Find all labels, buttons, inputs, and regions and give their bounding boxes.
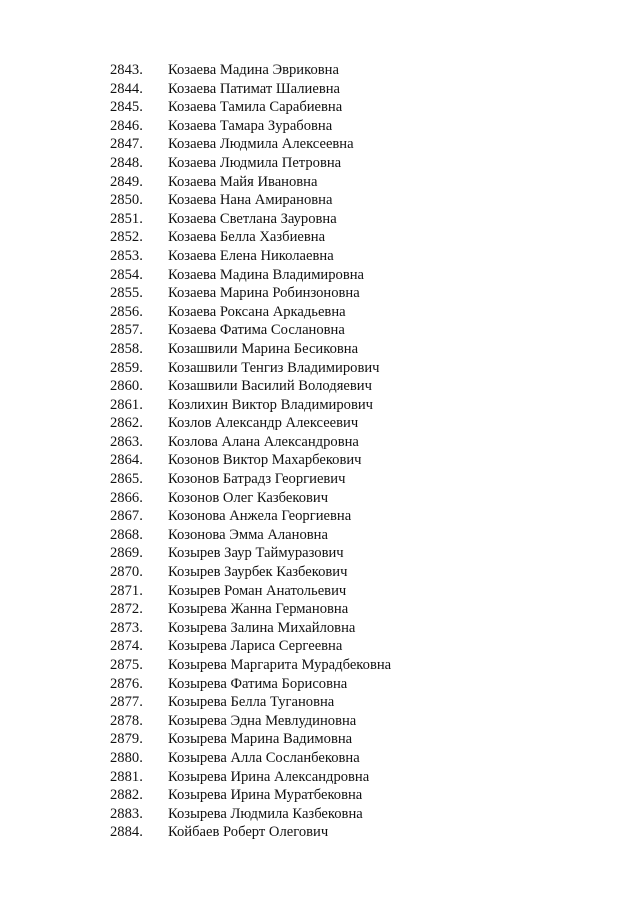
entry-number: 2850.: [110, 192, 143, 209]
entry-name: Козашвили Тенгиз Владимирович: [168, 359, 380, 376]
name-list: [110, 61, 391, 842]
list-item: [110, 210, 391, 229]
list-item: [110, 712, 391, 731]
entry-number: 2884.: [110, 824, 143, 841]
entry-name: Козонов Батрадз Георгиевич: [168, 471, 346, 488]
entry-name: Козлова Алана Александровна: [168, 433, 359, 450]
entry-number: 2849.: [110, 173, 143, 190]
list-item: [110, 451, 391, 470]
entry-number: 2866.: [110, 489, 143, 506]
entry-name: Козырев Заур Таймуразович: [168, 545, 344, 562]
entry-number: 2851.: [110, 210, 143, 227]
list-item: [110, 228, 391, 247]
entry-number: 2874.: [110, 638, 143, 655]
entry-name: Козаева Марина Робинзоновна: [168, 285, 360, 302]
entry-number: 2845.: [110, 99, 143, 116]
entry-number: 2876.: [110, 675, 143, 692]
entry-number: 2860.: [110, 378, 143, 395]
list-item: [110, 377, 391, 396]
entry-number: 2877.: [110, 694, 143, 711]
list-item: [110, 805, 391, 824]
list-item: [110, 414, 391, 433]
entry-number: 2861.: [110, 396, 143, 413]
entry-name: Козырева Алла Сосланбековна: [168, 749, 360, 766]
list-item: [110, 656, 391, 675]
entry-name: Козаева Светлана Зауровна: [168, 210, 337, 227]
list-item: [110, 582, 391, 601]
list-item: [110, 98, 391, 117]
entry-number: 2857.: [110, 322, 143, 339]
entry-name: Козаева Майя Ивановна: [168, 173, 318, 190]
entry-number: 2867.: [110, 508, 143, 525]
entry-name: Козырева Жанна Германовна: [168, 601, 349, 618]
entry-name: Козаева Людмила Петровна: [168, 154, 342, 171]
list-item: [110, 768, 391, 787]
entry-number: 2878.: [110, 712, 143, 729]
list-item: [110, 507, 391, 526]
entry-name: Козаева Роксана Аркадьевна: [168, 303, 346, 320]
entry-number: 2863.: [110, 433, 143, 450]
entry-number: 2859.: [110, 359, 143, 376]
list-item: [110, 359, 391, 378]
list-item: [110, 730, 391, 749]
entry-name: Козырев Заурбек Казбекович: [168, 564, 348, 581]
entry-number: 2847.: [110, 136, 143, 153]
entry-number: 2870.: [110, 564, 143, 581]
entry-number: 2869.: [110, 545, 143, 562]
list-item: [110, 544, 391, 563]
list-item: [110, 154, 391, 173]
list-item: [110, 266, 391, 285]
entry-number: 2864.: [110, 452, 143, 469]
entry-name: Козырева Людмила Казбековна: [168, 805, 363, 822]
list-item: [110, 619, 391, 638]
list-item: [110, 433, 391, 452]
list-item: [110, 173, 391, 192]
entry-name: Козонов Виктор Махарбекович: [168, 452, 362, 469]
entry-number: 2880.: [110, 749, 143, 766]
entry-name: Козырева Марина Вадимовна: [168, 731, 353, 748]
list-item: [110, 600, 391, 619]
entry-number: 2875.: [110, 657, 143, 673]
entry-name: Козырева Эдна Мевлудиновна: [168, 712, 357, 729]
entry-name: Козаева Фатима Сослановна: [168, 322, 345, 339]
entry-number: 2855.: [110, 285, 143, 302]
entry-name: Козашвили Марина Бесиковна: [168, 340, 359, 357]
entry-name: Козонова Эмма Алановна: [168, 526, 328, 543]
entry-name: Козонова Анжела Георгиевна: [168, 508, 352, 525]
entry-number: 2846.: [110, 117, 143, 134]
entry-number: 2873.: [110, 619, 143, 636]
entry-name: Козаева Белла Хазбиевна: [168, 229, 326, 246]
list-item: [110, 823, 391, 842]
entry-name: Козаева Мадина Эвриковна: [168, 62, 339, 78]
list-item: [110, 749, 391, 768]
entry-number: 2865.: [110, 471, 143, 488]
list-item: [110, 191, 391, 210]
entry-number: 2871.: [110, 582, 143, 599]
entry-number: 2881.: [110, 768, 143, 785]
entry-name: Козаева Мадина Владимировна: [168, 266, 365, 283]
list-item: [110, 637, 391, 656]
list-item: [110, 303, 391, 322]
list-item: [110, 80, 391, 99]
list-item: [110, 321, 391, 340]
entry-name: Козырева Ирина Муратбековна: [168, 787, 363, 804]
entry-number: 2854.: [110, 266, 143, 283]
entry-name: Козырева Залина Михайловна: [168, 619, 356, 636]
entry-number: 2882.: [110, 787, 143, 804]
entry-name: Козаева Тамила Сарабиевна: [168, 99, 343, 116]
list-item: [110, 135, 391, 154]
list-item: [110, 693, 391, 712]
entry-name: Козаева Людмила Алексеевна: [168, 136, 354, 153]
list-item: [110, 470, 391, 489]
entry-name: Козаева Елена Николаевна: [168, 247, 334, 264]
entry-name: Козырева Ирина Александровна: [168, 768, 370, 785]
entry-name: Козырева Маргарита Мурадбековна: [168, 657, 392, 673]
entry-name: Койбаев Роберт Олегович: [168, 824, 329, 841]
entry-number: 2862.: [110, 415, 143, 432]
entry-number: 2844.: [110, 80, 143, 97]
entry-name: Козонов Олег Казбекович: [168, 489, 329, 506]
list-item: [110, 61, 391, 80]
entry-name: Козашвили Василий Володяевич: [168, 378, 372, 395]
entry-name: Козлихин Виктор Владимирович: [168, 396, 374, 413]
entry-name: Козаева Нана Амирановна: [168, 192, 333, 209]
list-item: [110, 526, 391, 545]
entry-name: Козаева Тамара Зурабовна: [168, 117, 333, 134]
list-item: [110, 489, 391, 508]
list-item: [110, 340, 391, 359]
list-item: [110, 247, 391, 266]
list-item: [110, 786, 391, 805]
entry-number: 2853.: [110, 247, 143, 264]
list-item: [110, 675, 391, 694]
entry-name: Козырева Лариса Сергеевна: [168, 638, 343, 655]
entry-number: 2843.: [110, 62, 143, 78]
list-item: [110, 396, 391, 415]
list-item: [110, 563, 391, 582]
entry-name: Козырева Фатима Борисовна: [168, 675, 348, 692]
entry-number: 2848.: [110, 154, 143, 171]
list-item: [110, 117, 391, 136]
entry-name: Козырева Белла Тугановна: [168, 694, 335, 711]
entry-name: Козаева Патимат Шалиевна: [168, 80, 341, 97]
entry-number: 2856.: [110, 303, 143, 320]
entry-number: 2872.: [110, 601, 143, 618]
entry-number: 2858.: [110, 340, 143, 357]
entry-name: Козлов Александр Алексеевич: [168, 415, 359, 432]
entry-number: 2868.: [110, 526, 143, 543]
entry-number: 2883.: [110, 805, 143, 822]
entry-number: 2852.: [110, 229, 143, 246]
entry-name: Козырев Роман Анатольевич: [168, 582, 347, 599]
list-item: [110, 284, 391, 303]
entry-number: 2879.: [110, 731, 143, 748]
